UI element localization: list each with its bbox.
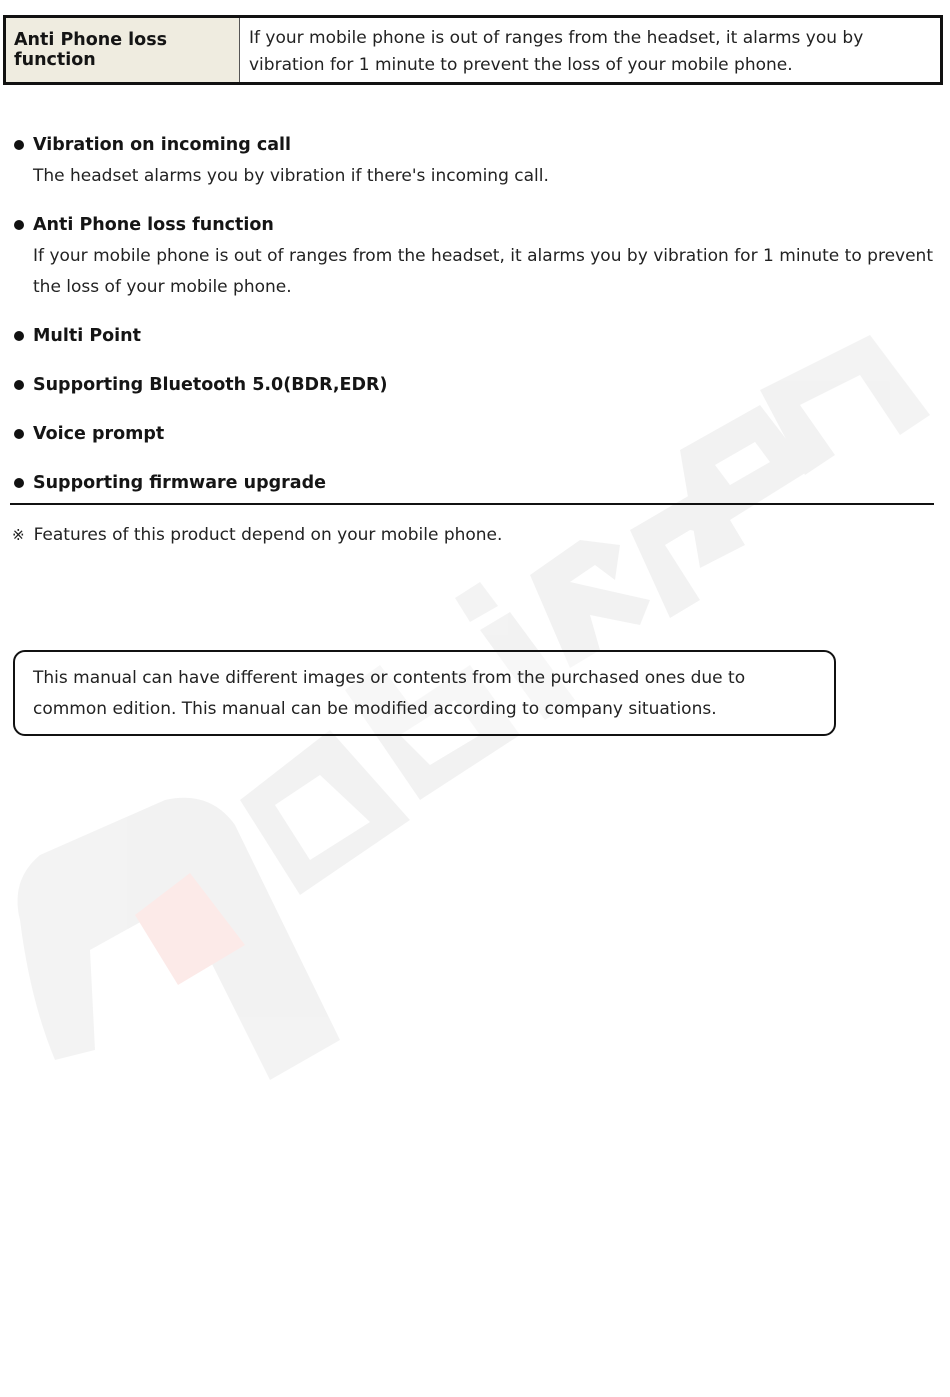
feature-item-anti-phone-loss — [10, 210, 933, 303]
section-divider — [10, 503, 934, 505]
feature-item-bluetooth — [10, 370, 933, 400]
feature-item-vibration — [10, 130, 933, 192]
feature-summary-table — [3, 15, 943, 85]
feature-title: Vibration on incoming call — [33, 135, 292, 155]
table-feature-description: If your mobile phone is out of ranges from the headset, it alarms you by vibration for 1 minute to prevent the loss of your mobile phone. — [249, 28, 864, 75]
feature-title: Anti Phone loss function — [33, 215, 274, 235]
bullet-icon — [14, 380, 24, 390]
feature-title: Supporting firmware upgrade — [33, 473, 326, 493]
bullet-icon — [14, 429, 24, 439]
feature-title: Voice prompt — [33, 424, 165, 444]
bullet-icon — [14, 478, 24, 488]
watermark-o-shape — [240, 730, 410, 895]
feature-description: The headset alarms you by vibration if there's incoming call. — [33, 166, 549, 186]
note-text: Features of this product depend on your mobile phone. — [33, 525, 503, 545]
watermark-f-shape — [530, 540, 650, 668]
feature-item-multi-point — [10, 321, 933, 351]
table-feature-name: Anti Phone loss function — [6, 18, 240, 82]
feature-title: Multi Point — [33, 326, 141, 346]
bullet-icon — [14, 331, 24, 341]
feature-item-voice-prompt — [10, 419, 933, 449]
bullet-icon — [14, 220, 24, 230]
manual-disclaimer-box: This manual can have different images or contents from the purchased ones due to common edition. This manual can be modified according to company situations. — [13, 650, 836, 736]
feature-title: Supporting Bluetooth 5.0(BDR,EDR) — [33, 375, 388, 395]
features-note — [12, 525, 502, 545]
reference-mark-icon: ※ — [12, 526, 25, 544]
feature-item-firmware-upgrade — [10, 468, 933, 498]
feature-description: If your mobile phone is out of ranges from the headset, it alarms you by vibration for 1 minute to prevent the loss of your mobile phone. — [33, 246, 933, 297]
bullet-icon — [14, 140, 24, 150]
